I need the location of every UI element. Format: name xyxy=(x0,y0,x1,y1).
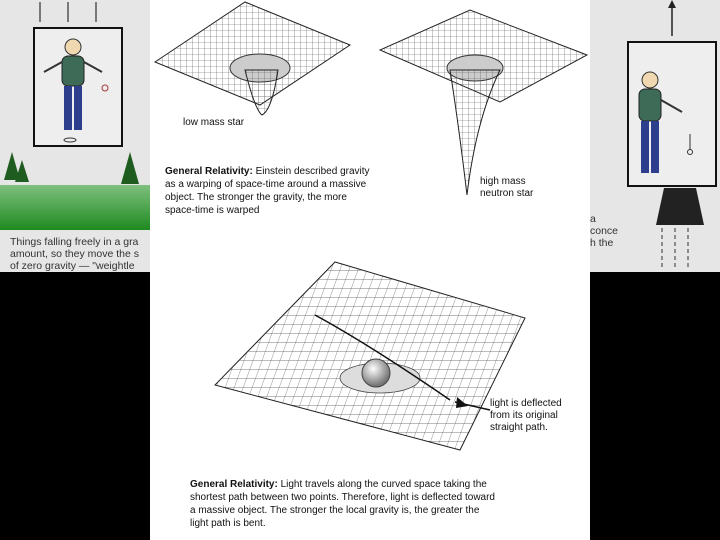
low-mass-label: low mass star xyxy=(183,117,245,128)
paragraph-line: Light travels along the curved space taking the xyxy=(277,479,487,490)
paragraph-line: Einstein described gravity xyxy=(252,166,370,177)
deflection-label-line: straight path. xyxy=(490,422,548,433)
left-caption-line: amount, so they move the s xyxy=(10,248,139,260)
light-deflection-sheet xyxy=(215,262,525,450)
ground-strip xyxy=(0,185,150,230)
relativity-figure-panel xyxy=(150,0,590,540)
high-mass-label-line: neutron star xyxy=(480,188,534,199)
warping-description xyxy=(165,165,435,217)
deflection-label-line: light is deflected xyxy=(490,398,562,409)
paragraph-line: space-time is warped xyxy=(165,205,260,216)
right-caption-line: a xyxy=(590,213,596,225)
paragraph-line: shortest path between two points. Therefore, light is deflected toward xyxy=(190,492,495,503)
massive-object xyxy=(362,359,390,387)
paragraph-line: object. The stronger the gravity, the more xyxy=(165,192,347,203)
right-caption-line: conce xyxy=(590,225,619,237)
left-elevator-scene xyxy=(0,0,150,272)
left-elevator-illustration xyxy=(0,0,150,272)
high-mass-label-line: high mass xyxy=(480,176,526,187)
deflection-label xyxy=(490,398,562,434)
high-mass-label xyxy=(480,176,533,200)
deflection-label-line: from its original xyxy=(490,410,558,421)
left-caption-line: of zero gravity — "weightle xyxy=(10,260,135,272)
spacetime-diagrams xyxy=(150,0,590,540)
left-caption-line: Things falling freely in a gra xyxy=(10,236,139,248)
right-caption-line: h the xyxy=(590,237,614,249)
paragraph-title: General Relativity: xyxy=(165,166,253,177)
paragraph-line: a massive object. The stronger the local gravity is, the greater the xyxy=(190,505,480,516)
paragraph-title: General Relativity: xyxy=(190,479,278,490)
low-mass-sheet xyxy=(155,2,350,115)
left-caption xyxy=(10,236,150,272)
paragraph-line: as a warping of space-time around a massive xyxy=(165,179,367,190)
light-path-description xyxy=(190,478,580,530)
paragraph-line: light path is bent. xyxy=(190,518,266,529)
right-caption xyxy=(590,213,630,249)
